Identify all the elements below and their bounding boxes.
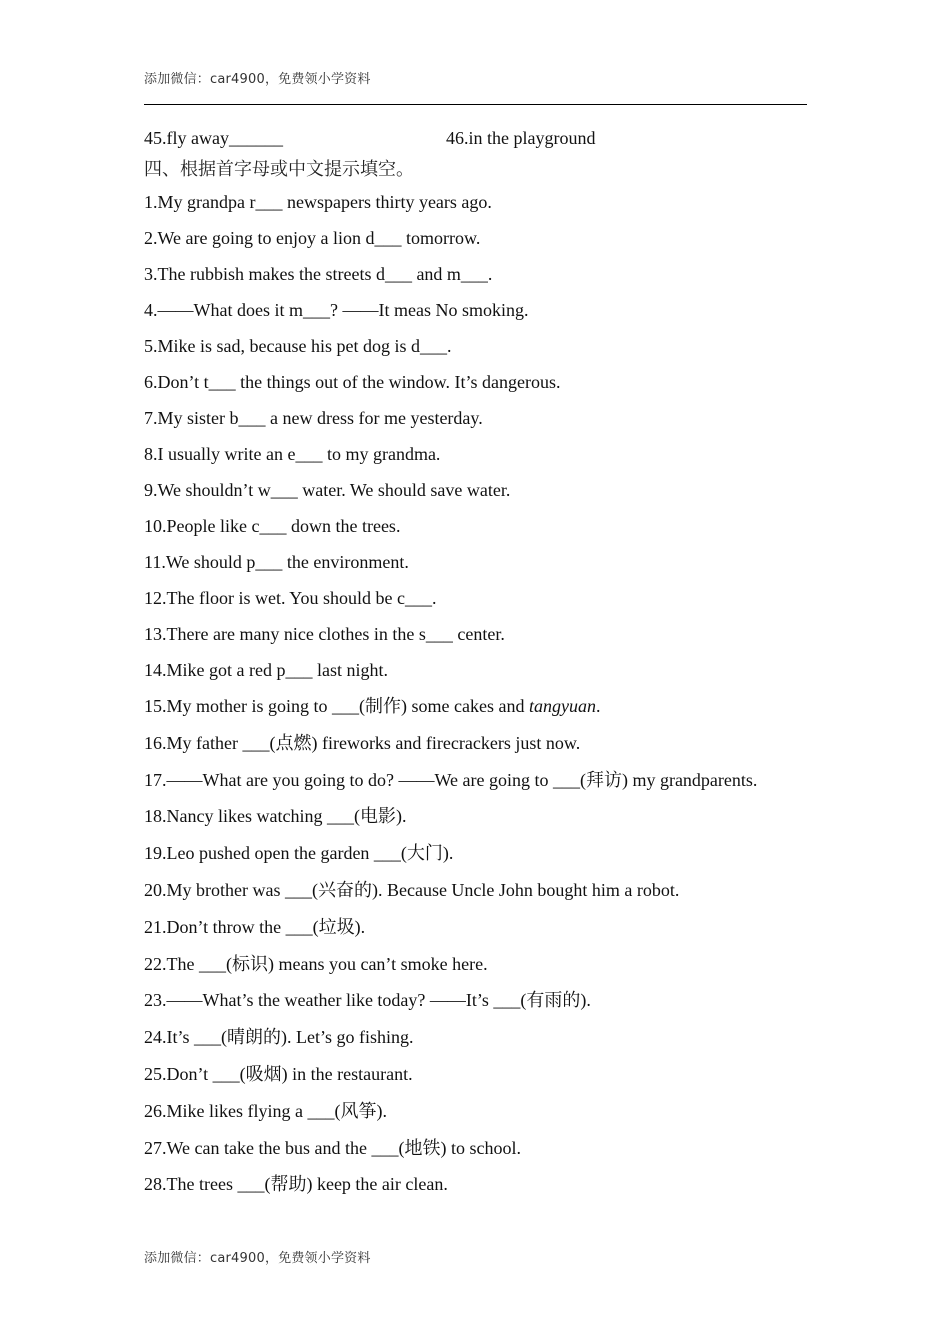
question-26: 26.Mike likes flying a ___(风筝). — [144, 1100, 387, 1121]
question-10: 10.People like c___ down the trees. — [144, 516, 401, 536]
question-6: 6.Don’t t___ the things out of the window. It’s dangerous. — [144, 372, 561, 392]
question-14: 14.Mike got a red p___ last night. — [144, 660, 388, 680]
question-23: 23.——What’s the weather like today? ——It’s ___(有雨的). — [144, 990, 591, 1011]
question-13: 13.There are many nice clothes in the s___ center. — [144, 624, 505, 644]
question-2: 2.We are going to enjoy a lion d___ tomorrow. — [144, 228, 481, 248]
question-12: 12.The floor is wet. You should be c___. — [144, 588, 437, 608]
previous-items-row — [144, 122, 824, 154]
question-19: 19.Leo pushed open the garden ___(大门). — [144, 843, 454, 864]
section-heading: 四、根据首字母或中文提示填空。 — [144, 159, 414, 180]
question-7: 7.My sister b___ a new dress for me yesterday. — [144, 408, 483, 428]
item-45: 45.fly away______ — [144, 128, 283, 148]
page-footer: 添加微信：car4900，免费领小学资料 — [144, 1251, 371, 1266]
question-24: 24.It’s ___(晴朗的). Let’s go fishing. — [144, 1027, 414, 1048]
question-3: 3.The rubbish makes the streets d___ and m___. — [144, 264, 493, 284]
question-28: 28.The trees ___(帮助) keep the air clean. — [144, 1174, 448, 1195]
question-15: 15.My mother is going to ___(制作) some cakes and tangyuan. — [144, 696, 601, 716]
question-18: 18.Nancy likes watching ___(电影). — [144, 806, 407, 827]
question-8: 8.I usually write an e___ to my grandma. — [144, 444, 441, 464]
header-divider — [144, 104, 807, 105]
question-11: 11.We should p___ the environment. — [144, 552, 409, 572]
question-4: 4.——What does it m___? ——It meas No smoking. — [144, 300, 529, 320]
question-20: 20.My brother was ___(兴奋的). Because Uncle John bought him a robot. — [144, 879, 680, 900]
question-1: 1.My grandpa r___ newspapers thirty years ago. — [144, 192, 492, 212]
question-17: 17.——What are you going to do? ——We are going to ___(拜访) my grandparents. — [144, 769, 758, 790]
question-16: 16.My father ___(点燃) fireworks and firecrackers just now. — [144, 732, 581, 753]
worksheet-content — [144, 122, 824, 1209]
question-5: 5.Mike is sad, because his pet dog is d___. — [144, 336, 452, 356]
question-9: 9.We shouldn’t w___ water. We should save water. — [144, 480, 511, 500]
item-46: 46.in the playground — [446, 128, 596, 148]
question-25: 25.Don’t ___(吸烟) in the restaurant. — [144, 1063, 413, 1084]
page-header: 添加微信：car4900，免费领小学资料 — [144, 72, 371, 87]
question-27: 27.We can take the bus and the ___(地铁) to school. — [144, 1137, 521, 1158]
question-21: 21.Don’t throw the ___(垃圾). — [144, 916, 366, 937]
question-22: 22.The ___(标识) means you can’t smoke here. — [144, 953, 488, 974]
